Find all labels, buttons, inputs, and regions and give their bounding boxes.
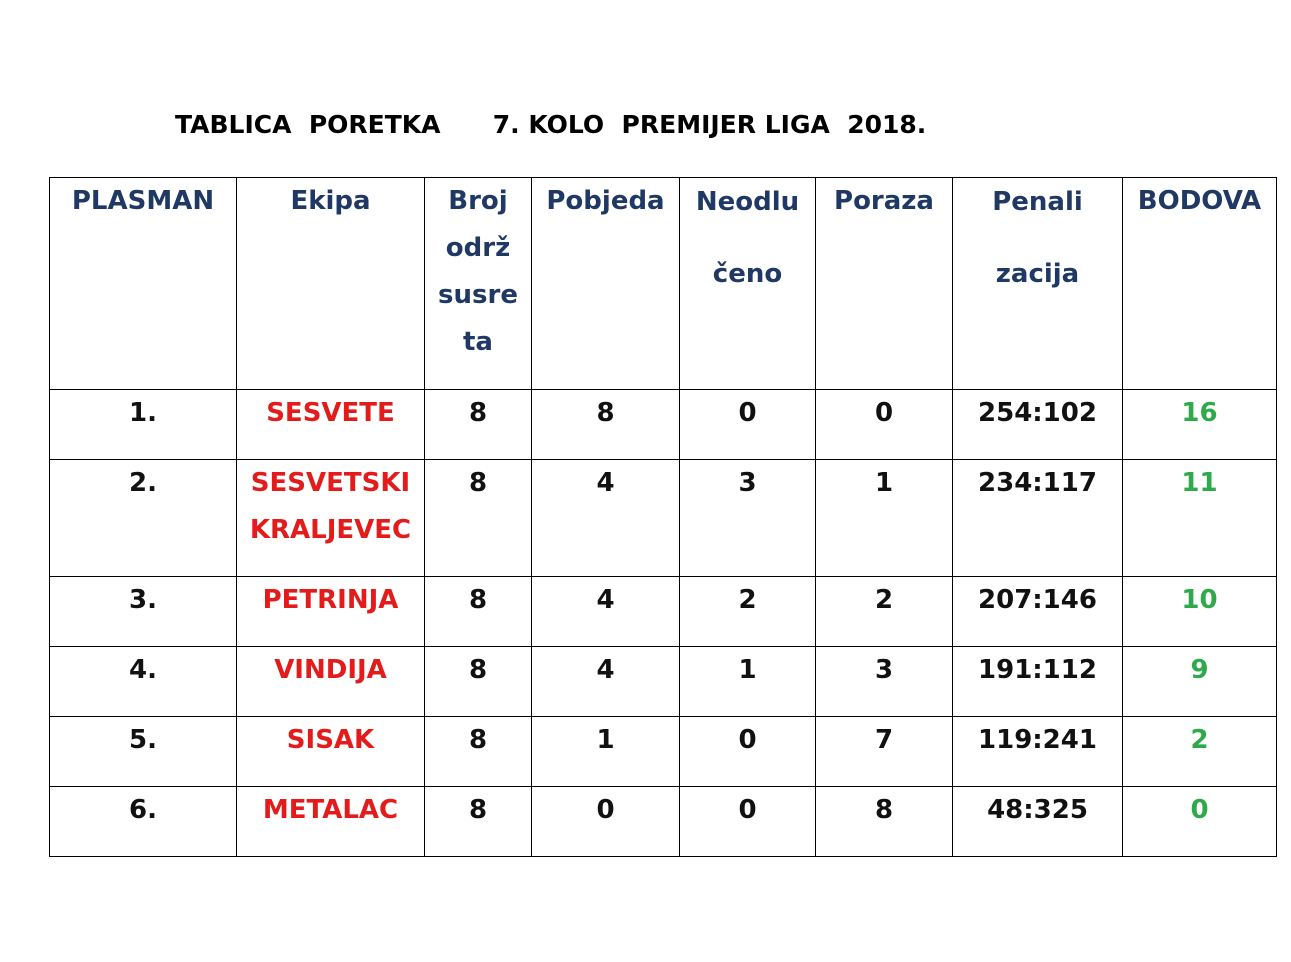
cell-neodluceno: 2	[680, 577, 816, 647]
cell-neodluceno: 0	[680, 390, 816, 460]
header-broj-line: susre	[438, 280, 518, 310]
cell-ekipa	[237, 577, 425, 647]
cell-bodova: 9	[1123, 647, 1277, 717]
table-row	[50, 390, 1277, 460]
cell-ekipa	[237, 647, 425, 717]
cell-poraza: 1	[816, 460, 953, 577]
cell-plasman: 6.	[50, 787, 237, 857]
cell-poraza: 7	[816, 717, 953, 787]
cell-poraza: 2	[816, 577, 953, 647]
cell-poraza: 0	[816, 390, 953, 460]
page-title: TABLICA PORETKA 7. KOLO PREMIJER LIGA 2018.	[175, 110, 927, 139]
cell-broj: 8	[425, 647, 532, 717]
header-neodluceno-line: čeno	[712, 259, 783, 289]
cell-pobjeda: 4	[532, 460, 680, 577]
team-name: KRALJEVEC	[249, 515, 412, 545]
table-row	[50, 717, 1277, 787]
standings-table	[49, 177, 1277, 857]
header-pobjeda: Pobjeda	[532, 178, 680, 390]
header-poraza: Poraza	[816, 178, 953, 390]
cell-plasman: 2.	[50, 460, 237, 577]
team-name: SESVETSKI	[250, 468, 411, 498]
cell-penali: 234:117	[953, 460, 1123, 577]
header-penalizacija-line: Penali	[992, 187, 1083, 217]
cell-bodova: 0	[1123, 787, 1277, 857]
cell-bodova: 11	[1123, 460, 1277, 577]
team-name: SISAK	[286, 725, 375, 755]
header-broj-line: ta	[463, 327, 493, 357]
cell-broj: 8	[425, 717, 532, 787]
header-penalizacija-line: zacija	[995, 259, 1080, 289]
cell-plasman: 3.	[50, 577, 237, 647]
cell-broj: 8	[425, 787, 532, 857]
cell-ekipa	[237, 787, 425, 857]
cell-plasman: 1.	[50, 390, 237, 460]
team-name: PETRINJA	[262, 585, 399, 615]
header-broj-line: Broj	[448, 186, 508, 216]
cell-ekipa	[237, 390, 425, 460]
cell-broj: 8	[425, 390, 532, 460]
cell-penali: 119:241	[953, 717, 1123, 787]
header-neodluceno	[680, 178, 816, 390]
cell-pobjeda: 8	[532, 390, 680, 460]
cell-neodluceno: 3	[680, 460, 816, 577]
table-row	[50, 647, 1277, 717]
table-row	[50, 787, 1277, 857]
cell-penali: 254:102	[953, 390, 1123, 460]
cell-pobjeda: 0	[532, 787, 680, 857]
team-name: METALAC	[262, 795, 399, 825]
header-broj-line: održ	[445, 233, 511, 263]
header-ekipa: Ekipa	[237, 178, 425, 390]
cell-neodluceno: 1	[680, 647, 816, 717]
table-row	[50, 577, 1277, 647]
table-row	[50, 460, 1277, 577]
cell-broj: 8	[425, 577, 532, 647]
cell-bodova: 16	[1123, 390, 1277, 460]
cell-pobjeda: 4	[532, 647, 680, 717]
team-name: SESVETE	[266, 398, 395, 428]
cell-pobjeda: 1	[532, 717, 680, 787]
header-neodluceno-line: Neodlu	[695, 187, 800, 217]
cell-ekipa	[237, 717, 425, 787]
cell-penali: 191:112	[953, 647, 1123, 717]
header-bodova: BODOVA	[1123, 178, 1277, 390]
cell-ekipa	[237, 460, 425, 577]
cell-poraza: 8	[816, 787, 953, 857]
cell-penali: 207:146	[953, 577, 1123, 647]
cell-plasman: 4.	[50, 647, 237, 717]
team-name: VINDIJA	[274, 655, 387, 685]
cell-neodluceno: 0	[680, 787, 816, 857]
cell-bodova: 2	[1123, 717, 1277, 787]
cell-poraza: 3	[816, 647, 953, 717]
cell-plasman: 5.	[50, 717, 237, 787]
header-broj	[425, 178, 532, 390]
cell-penali: 48:325	[953, 787, 1123, 857]
header-plasman: PLASMAN	[50, 178, 237, 390]
header-penalizacija	[953, 178, 1123, 390]
cell-pobjeda: 4	[532, 577, 680, 647]
cell-neodluceno: 0	[680, 717, 816, 787]
cell-broj: 8	[425, 460, 532, 577]
cell-bodova: 10	[1123, 577, 1277, 647]
header-row	[50, 178, 1277, 390]
